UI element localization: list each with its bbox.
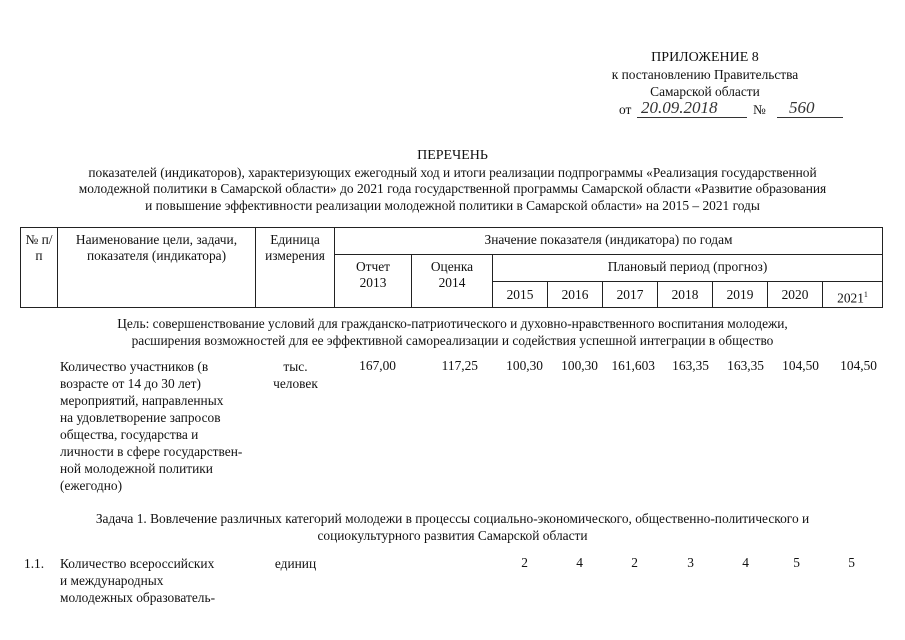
goal-value-2016: 100,30 — [561, 358, 598, 373]
row-1-1-value-2015: 2 — [521, 555, 528, 570]
task1-line-2: социокультурного развития Самарской области — [317, 528, 588, 543]
decree-date-line — [619, 100, 849, 122]
from-label: от — [619, 102, 632, 117]
task1-line-1: Задача 1. Вовлечение различных категорий молодежи в процессы социально-экономического, общественно-политического и — [95, 511, 810, 526]
row-1-1-value-2021: 5 — [848, 555, 855, 570]
goal-value-2014: 117,25 — [441, 358, 478, 373]
row-1-1-name: Количество всероссийских и международных молодежных образователь- — [60, 556, 216, 605]
goal-value-2021: 104,50 — [840, 358, 877, 373]
row-1-1-value-2020: 5 — [793, 555, 800, 570]
year-2019: 2019 — [713, 282, 768, 308]
col-estimate-2014: Оценка 2014 — [412, 255, 493, 308]
goal-value-2020: 104,50 — [782, 358, 819, 373]
col-report-2013: Отчет 2013 — [335, 255, 412, 308]
goal-value-2017: 161,603 — [611, 358, 655, 373]
col-plan: Плановый период (прогноз) — [493, 255, 883, 282]
year-2020: 2020 — [768, 282, 823, 308]
goal-indicator-unit: тыс. человек — [273, 359, 318, 391]
title-line-3: и повышение эффективности реализации молодежной политики в Самарской области» на 2015 – 2021 годы — [145, 197, 760, 213]
decree-date: 20.09.2018 — [641, 98, 718, 117]
title-line-2: молодежной политики в Самарской области» до 2021 года государственной программы Самарской области «Развитие образования — [78, 181, 827, 196]
number-label: № — [753, 102, 766, 117]
row-1-1-value-2019: 4 — [742, 555, 749, 570]
col-unit: Единица измерения — [256, 228, 335, 308]
appendix-title: ПРИЛОЖЕНИЕ 8 — [651, 50, 759, 65]
col-values: Значение показателя (индикатора) по годам — [335, 228, 883, 255]
col-name: Наименование цели, задачи, показателя (индикатора) — [58, 228, 256, 308]
goal-line-1: Цель: совершенствование условий для гражданско-патриотического и духовно-нравственного воспитания молодежи, — [117, 316, 788, 331]
document-title: ПЕРЕЧЕНЬ — [417, 148, 488, 163]
year-2017: 2017 — [603, 282, 658, 308]
year-2021: 2021$^1$ — [823, 282, 883, 308]
row-1-1-value-2017: 2 — [631, 555, 638, 570]
goal-value-2018: 163,35 — [672, 358, 709, 373]
goal-value-2013: 167,00 — [359, 358, 396, 373]
year-2016: 2016 — [548, 282, 603, 308]
row-1-1-number: 1.1. — [24, 556, 45, 571]
row-1-1-value-2018: 3 — [687, 555, 694, 570]
year-2018: 2018 — [658, 282, 713, 308]
row-1-1-value-2016: 4 — [576, 555, 583, 570]
goal-indicator-name: Количество участников (в возрасте от 14 до 30 лет) мероприятий, направленных на удовлетворение запросов общества, государства и личности в сфере государствен- ной молодежной политики (ежегодно) — [60, 359, 243, 493]
goal-line-2: расширения возможностей для ее эффективной самореализации и содействия успешной интеграции в общество — [131, 333, 774, 348]
decree-line-2: Самарской области — [650, 84, 760, 99]
footnote-mark: 1 — [863, 290, 868, 299]
decree-line-1: к постановлению Правительства — [611, 67, 799, 82]
col-num: № п/п — [21, 228, 58, 308]
goal-value-2015: 100,30 — [506, 358, 543, 373]
title-line-1: показателей (индикаторов), характеризующих ежегодный ход и итоги реализации подпрограммы «Реализация государственной — [88, 164, 817, 180]
indicator-table-header — [20, 227, 883, 308]
decree-number: 560 — [789, 98, 815, 117]
row-1-1-unit: единиц — [274, 556, 317, 571]
year-2015: 2015 — [493, 282, 548, 308]
goal-value-2019: 163,35 — [727, 358, 764, 373]
